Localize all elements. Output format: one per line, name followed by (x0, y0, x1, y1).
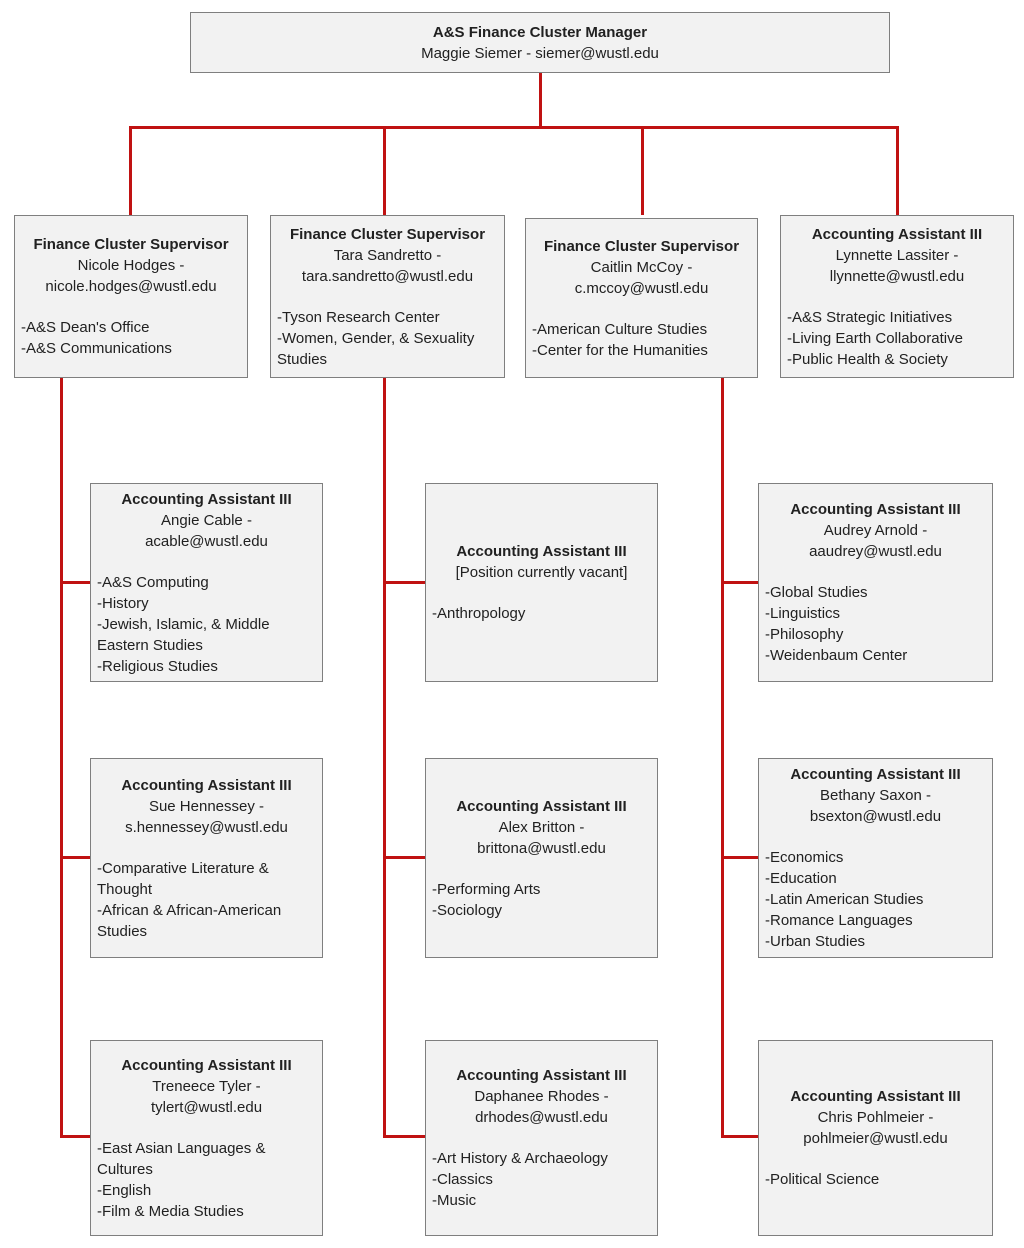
org-node-assistant-rhodes (425, 1040, 658, 1236)
text-line: c.mccoy@wustl.edu (574, 279, 709, 297)
connector-drop-lassiter (896, 126, 899, 215)
person-contact (765, 785, 986, 827)
person-contact (277, 245, 498, 287)
person-contact (432, 817, 651, 859)
text-line: pohlmeier@wustl.edu (803, 1130, 948, 1147)
connector-drop-mccoy (641, 126, 644, 215)
text-line: -Jewish, Islamic, & Middle Eastern Studies (97, 615, 270, 654)
org-node-manager (190, 12, 890, 73)
unit-list (765, 1169, 986, 1190)
text-line: nicole.hodges@wustl.edu (45, 278, 217, 295)
connector-col2-stub-row4 (383, 856, 425, 859)
connector-col2-vertical (383, 378, 386, 1138)
role-title: Accounting Assistant III (456, 797, 627, 815)
text-line: tylert@wustl.edu (150, 1098, 263, 1116)
text-line: -Weidenbaum Center (765, 647, 908, 664)
role-title: Accounting Assistant III (121, 776, 292, 794)
text-line: [Position currently vacant] (455, 564, 628, 581)
text-line: -Global Studies (765, 584, 868, 601)
text-line: -English (97, 1181, 152, 1199)
text-line: -Economics (765, 849, 844, 866)
unit-list (432, 879, 651, 921)
text-line: s.hennessey@wustl.edu (125, 818, 288, 836)
person-contact (787, 245, 1007, 287)
org-node-assistant-britton (425, 758, 658, 958)
text-line: -American Culture Studies (532, 320, 708, 338)
text-line: brittona@wustl.edu (477, 839, 606, 857)
text-line: Treneece Tyler - (152, 1077, 261, 1095)
connector-drop-hodges (129, 126, 132, 215)
connector-col2-stub-row3 (383, 581, 425, 584)
connector-col3-stub-row3 (721, 581, 758, 584)
connector-col1-vertical (60, 378, 63, 1138)
text-line: Tara Sandretto - (333, 246, 442, 264)
org-node-assistant-cable (90, 483, 323, 682)
person-contact (97, 510, 316, 552)
text-line: llynnette@wustl.edu (829, 267, 965, 285)
connector-col3-vertical (721, 378, 724, 1138)
unit-list (765, 847, 986, 952)
text-line: -Women, Gender, & Sexuality Studies (277, 329, 475, 368)
text-line: -Performing Arts (432, 880, 541, 898)
org-node-assistant-lassiter (780, 215, 1014, 378)
unit-list (532, 319, 751, 361)
unit-list (97, 858, 316, 942)
connector-col1-stub-row3 (60, 581, 90, 584)
text-line: Angie Cable - (161, 511, 252, 529)
org-node-supervisor-mccoy (525, 218, 758, 378)
unit-list (432, 603, 651, 624)
role-title: Finance Cluster Supervisor (289, 225, 486, 243)
text-line: -Tyson Research Center (277, 308, 440, 326)
text-line: Sue Hennessey - (148, 797, 265, 815)
text-line: Audrey Arnold - (823, 522, 928, 539)
person-contact (765, 520, 986, 562)
text-line: -Public Health & Society (787, 350, 948, 368)
text-line: aaudrey@wustl.edu (809, 543, 942, 560)
text-line: -Romance Languages (765, 912, 913, 929)
text-line: -Center for the Humanities (532, 341, 708, 359)
role-title: Accounting Assistant III (811, 225, 983, 243)
text-line: -Religious Studies (97, 657, 218, 675)
text-line: Lynnette Lassiter - (835, 246, 959, 264)
connector-drop-sandretto (383, 126, 386, 215)
org-node-assistant-saxon (758, 758, 993, 958)
role-title: Accounting Assistant III (790, 501, 961, 518)
text-line: -A&S Communications (21, 340, 172, 357)
connector-col2-stub-row5 (383, 1135, 425, 1138)
text-line: -East Asian Languages & Cultures (97, 1139, 266, 1178)
text-line: Daphanee Rhodes - (474, 1088, 609, 1105)
connector-col1-stub-row4 (60, 856, 90, 859)
text-line: -Philosophy (765, 626, 844, 643)
unit-list (765, 582, 986, 666)
text-line: -Urban Studies (765, 933, 866, 950)
org-node-supervisor-sandretto (270, 215, 505, 378)
text-line: Maggie Siemer - siemer@wustl.edu (421, 44, 659, 62)
role-title: A&S Finance Cluster Manager (432, 23, 648, 41)
role-title: Accounting Assistant III (121, 1056, 292, 1074)
text-line: -A&S Strategic Initiatives (787, 308, 953, 326)
unit-list (787, 307, 1007, 370)
role-title: Accounting Assistant III (790, 1088, 961, 1105)
text-line: drhodes@wustl.edu (475, 1109, 608, 1126)
text-line: -Music (432, 1192, 477, 1209)
unit-list (277, 307, 498, 370)
role-title: Accounting Assistant III (456, 1067, 627, 1084)
text-line: -African & African-American Studies (97, 901, 282, 940)
text-line: -Film & Media Studies (97, 1202, 244, 1220)
person-contact (97, 1076, 316, 1118)
text-line: -Sociology (432, 901, 503, 919)
text-line: -Latin American Studies (765, 891, 924, 908)
org-node-assistant-arnold (758, 483, 993, 682)
person-contact (21, 255, 241, 297)
unit-list (97, 572, 316, 677)
text-line: -Education (765, 870, 837, 887)
person-contact (765, 1107, 986, 1149)
unit-list (432, 1148, 651, 1211)
text-line: -Classics (432, 1171, 493, 1188)
unit-list (97, 1138, 316, 1222)
text-line: -Art History & Archaeology (432, 1150, 608, 1167)
role-title: Accounting Assistant III (121, 490, 292, 508)
text-line: -A&S Dean's Office (21, 319, 150, 336)
text-line: Nicole Hodges - (77, 257, 185, 274)
role-title: Accounting Assistant III (790, 766, 961, 783)
org-node-assistant-vacant (425, 483, 658, 682)
text-line: Bethany Saxon - (820, 787, 931, 804)
org-node-assistant-tyler (90, 1040, 323, 1236)
unit-list (21, 317, 241, 359)
role-title: Accounting Assistant III (456, 543, 627, 560)
connector-col3-stub-row4 (721, 856, 758, 859)
person-contact (197, 43, 883, 64)
connector-col1-stub-row5 (60, 1135, 90, 1138)
text-line: -Comparative Literature & Thought (97, 859, 269, 898)
person-contact (532, 257, 751, 299)
text-line: -A&S Computing (97, 573, 209, 591)
text-line: acable@wustl.edu (145, 532, 268, 550)
person-contact (97, 796, 316, 838)
text-line: Alex Britton - (498, 818, 585, 836)
text-line: -Living Earth Collaborative (787, 329, 963, 347)
text-line: -Linguistics (765, 605, 841, 622)
role-title: Finance Cluster Supervisor (33, 236, 229, 253)
text-line: Caitlin McCoy - (590, 258, 693, 276)
text-line: Chris Pohlmeier - (817, 1109, 934, 1126)
org-node-assistant-hennessey (90, 758, 323, 958)
person-contact (432, 1086, 651, 1128)
person-contact (432, 562, 651, 583)
text-line: -History (97, 594, 149, 612)
text-line: -Political Science (765, 1171, 880, 1188)
org-node-supervisor-hodges (14, 215, 248, 378)
org-node-assistant-pohlmeier (758, 1040, 993, 1236)
role-title: Finance Cluster Supervisor (543, 237, 740, 255)
connector-root-drop (539, 73, 542, 127)
connector-col3-stub-row5 (721, 1135, 758, 1138)
text-line: bsexton@wustl.edu (809, 808, 942, 825)
text-line: tara.sandretto@wustl.edu (301, 267, 474, 285)
connector-top-horizontal (129, 126, 899, 129)
text-line: -Anthropology (432, 605, 526, 622)
